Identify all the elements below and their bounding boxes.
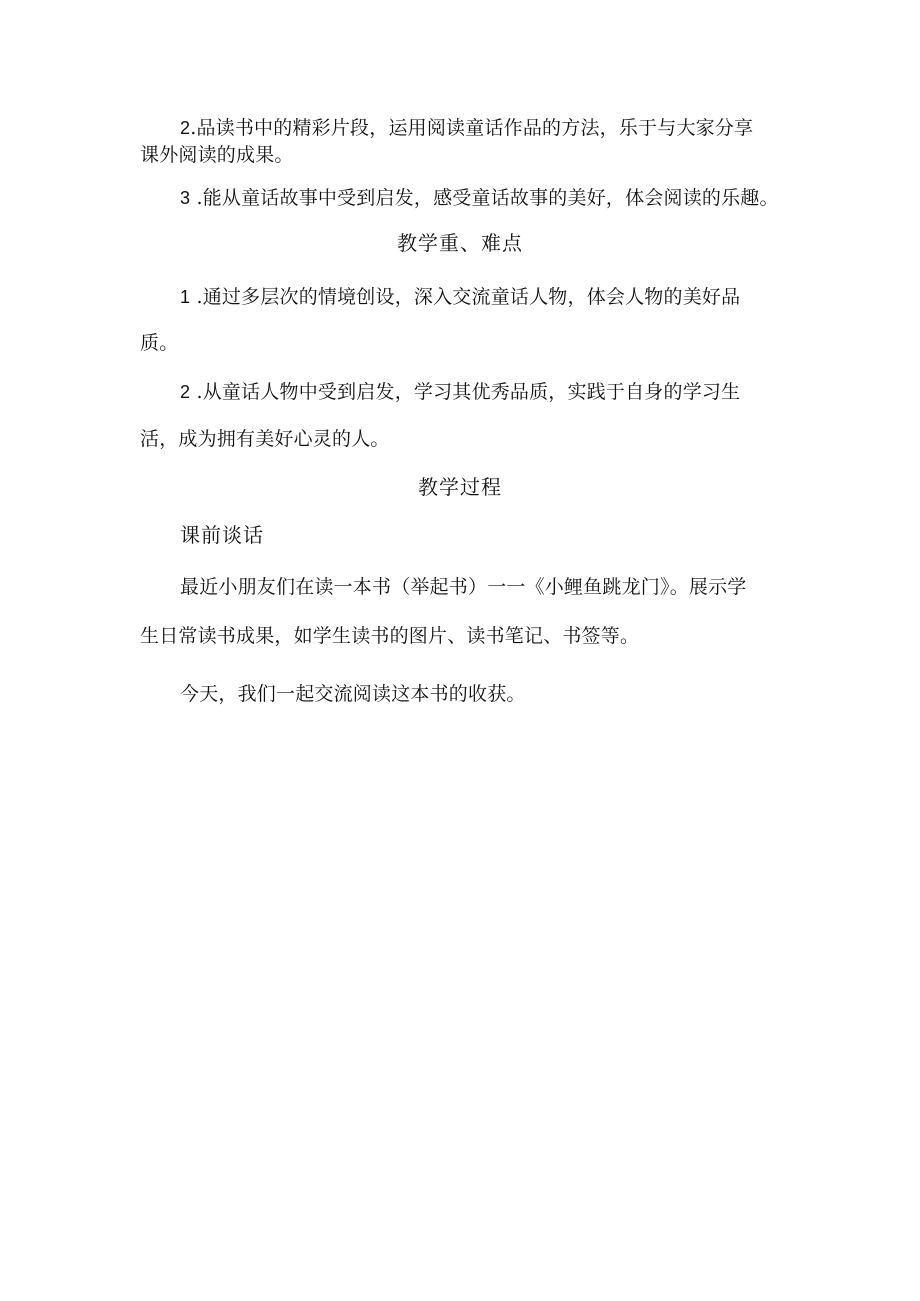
key-point-2-text: .从童话人物中受到启发，学习其优秀品质，实践于自身的学习生 bbox=[190, 381, 741, 403]
key-point-2-number: 2 bbox=[180, 382, 191, 402]
key-point-1-number: 1 bbox=[180, 287, 191, 307]
goal-item-3-line-1 bbox=[180, 186, 779, 210]
key-point-2-line-1 bbox=[180, 380, 740, 404]
goal-item-2-number: 2 bbox=[180, 118, 191, 138]
goal-item-3-number: 3 bbox=[180, 188, 191, 208]
goal-item-2-text: .品读书中的精彩片段，运用阅读童话作品的方法，乐于与大家分享 bbox=[190, 117, 754, 139]
key-point-1-text: .通过多层次的情境创设，深入交流童话人物，体会人物的美好品 bbox=[190, 286, 741, 308]
key-point-1-line-2: 质。 bbox=[140, 332, 179, 354]
intro-paragraph-2: 今天，我们一起交流阅读这本书的收获。 bbox=[180, 683, 526, 705]
goal-item-2-line-2: 课外阅读的成果。 bbox=[140, 144, 294, 166]
intro-heading: 课前谈话 bbox=[180, 523, 264, 547]
goal-item-3-text: .能从童话故事中受到启发，感受童话故事的美好，体会阅读的乐趣。 bbox=[190, 187, 779, 209]
intro-paragraph-1-line-2: 生日常读书成果，如学生读书的图片、读书笔记、书签等。 bbox=[140, 625, 640, 647]
key-points-heading: 教学重、难点 bbox=[397, 231, 523, 255]
goal-item-2-line-1 bbox=[180, 116, 753, 140]
process-heading: 教学过程 bbox=[418, 475, 502, 499]
key-point-1-line-1 bbox=[180, 285, 740, 309]
intro-paragraph-1-line-1: 最近小朋友们在读一本书（举起书）一一《小鲤鱼跳龙门》。展示学 bbox=[180, 576, 747, 598]
key-point-2-line-2: 活，成为拥有美好心灵的人。 bbox=[140, 428, 390, 450]
